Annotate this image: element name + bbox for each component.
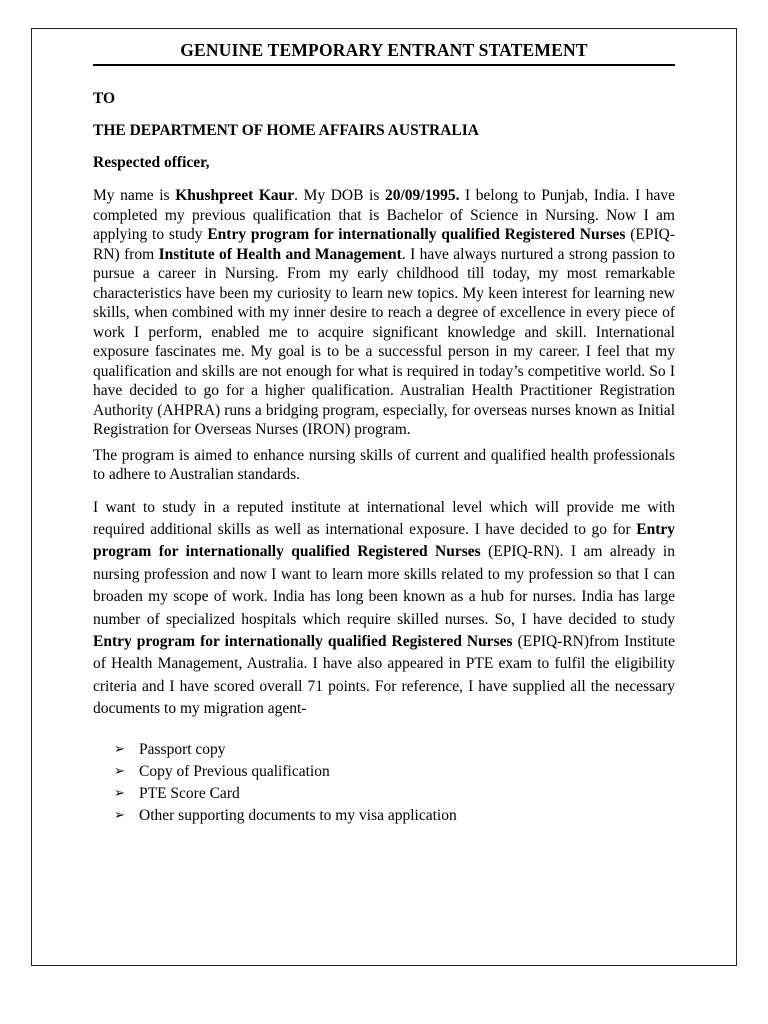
text-run: (EPIQ-RN)from Institute of Health Management, Australia. I have also appeared in PTE exam to fulfil the eligibility criteria and I have scored overall 71 points. For reference, I have supplied all the necessary documents to my migration agent- [93, 632, 676, 718]
text-run: . My DOB is [294, 187, 385, 204]
list-item-label: PTE Score Card [139, 785, 240, 803]
list-item [114, 783, 675, 805]
text-run: . I have always nurtured a strong passion to pursue a career in Nursing. From my early childhood till today, my most remarkable characteristics have been my curiosity to learn new topics. My keen interest for learning new skills, when combined with my inner desire to reach a degree of excellence in every piece of work I perform, enabled me to acquire significant knowledge and skill. International exposure fascinates me. My goal is to be a successful person in my career. I feel that my qualification and skills are not enough for what is required in today’s competitive world. So I have decided to go for a higher qualification. Australian Health Practitioner Registration Authority (AHPRA) runs a bridging program, especially, for overseas nurses known as Initial Registration for Overseas Nurses (IRON) program. [93, 245, 675, 438]
program-name: Entry program for internationally qualified Registered Nurses [93, 520, 675, 561]
document-body [93, 40, 675, 828]
addressee-to: TO [93, 90, 116, 107]
institute-name: Institute of Health and Management [158, 245, 402, 263]
text-run: My name is [93, 187, 176, 204]
text-run: (EPIQ-RN). I am already in nursing profession and now I want to learn more skills related to my profession so that I can broaden my scope of work. India has long been known as a hub for nurses. India has large number of specialized hospitals which require skilled nurses. So, I have decided to study [93, 543, 675, 628]
list-item [114, 739, 675, 761]
text-run: (EPIQ-RN) from [93, 226, 675, 263]
program-name: Entry program for internationally qualified Registered Nurses [207, 226, 626, 243]
recipient-department: THE DEPARTMENT OF HOME AFFAIRS AUSTRALIA [93, 122, 479, 139]
program-name: Entry program for internationally qualified Registered Nurses [93, 632, 513, 650]
date-of-birth: 20/09/1995. [384, 187, 460, 204]
text-run: I belong to Punjab, India. I have completed my previous qualification that is Bachelor of Science in Nursing. Now I am applying to study [93, 187, 676, 243]
paragraph-program-aim: The program is aimed to enhance nursing skills of current and qualified health professionals to adhere to Australian standards. [93, 446, 675, 483]
documents-list [93, 739, 675, 828]
arrow-bullet-icon: ➢ [114, 786, 125, 802]
list-item [114, 805, 675, 827]
list-item-label: Passport copy [139, 740, 226, 758]
paragraph-motivation [93, 497, 675, 721]
paragraph-introduction [93, 186, 675, 440]
text-run: I want to study in a reputed institute at international level which will provide me with required additional skills as well as international exposure. I have decided to go for [93, 498, 675, 538]
salutation: Respected officer, [93, 154, 210, 171]
arrow-bullet-icon: ➢ [114, 741, 125, 757]
document-title: GENUINE TEMPORARY ENTRANT STATEMENT [93, 40, 675, 66]
arrow-bullet-icon: ➢ [114, 763, 125, 779]
list-item [114, 761, 675, 783]
list-item-label: Other supporting documents to my visa application [139, 807, 457, 825]
list-item-label: Copy of Previous qualification [139, 762, 330, 780]
arrow-bullet-icon: ➢ [114, 808, 125, 824]
applicant-name: Khushpreet Kaur [175, 187, 295, 204]
